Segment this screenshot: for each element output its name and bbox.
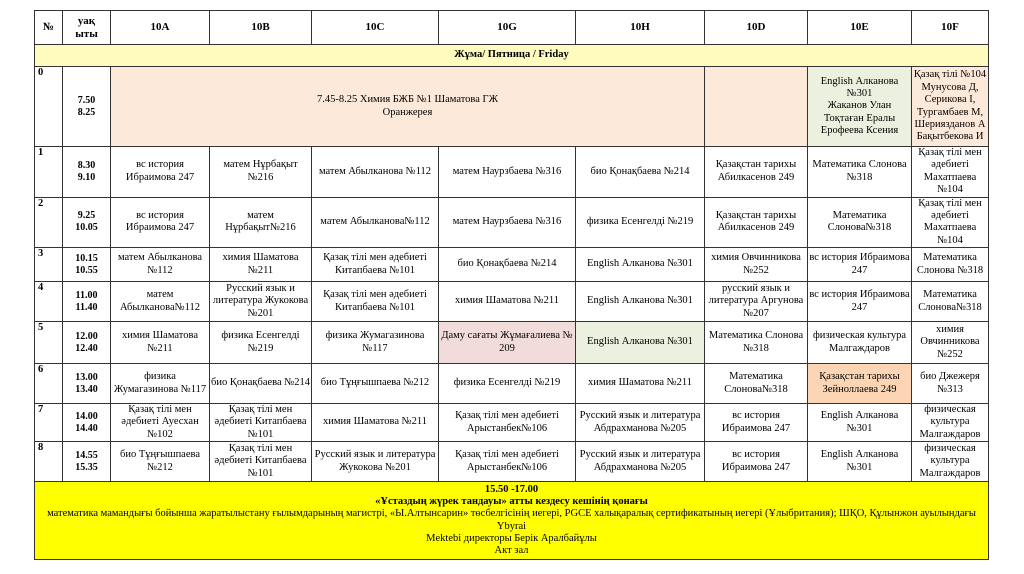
lesson-cell-10c: био Тұңғышпаева №212 xyxy=(312,364,439,404)
col-header-10c: 10C xyxy=(312,11,439,45)
lesson-cell-10c: химия Шаматова №211 xyxy=(312,404,439,442)
lesson-cell-10e: вс история Ибраимова 247 xyxy=(808,248,912,282)
time-end: 9.10 xyxy=(77,171,96,183)
col-header-10e: 10E xyxy=(808,11,912,45)
lesson-cell-10d: Математика Слонова№318 xyxy=(705,364,808,404)
time-end: 15.35 xyxy=(75,461,98,473)
col-header-time xyxy=(63,11,111,45)
lesson-cell-10b: физика Есенгелді №219 xyxy=(210,322,312,364)
lesson-cell-10h: Русский язык и литература Абдрахманова №205 xyxy=(576,404,705,442)
time-end: 11.40 xyxy=(75,301,98,313)
lesson-number: 3 xyxy=(35,248,63,282)
group-line: №301 xyxy=(846,87,873,99)
lesson-number: 2 xyxy=(35,197,63,248)
lesson-cell-10c: физика Жумагазинова №117 xyxy=(312,322,439,364)
lesson-cell-10d: русский язык и литература Аргунова №207 xyxy=(705,282,808,322)
lesson-cell-10h: физика Есенгелді №219 xyxy=(576,197,705,248)
lesson-cell-10a: матем Абылканова№112 xyxy=(111,282,210,322)
time-start: 14.00 xyxy=(75,410,98,422)
time-start: 7.50 xyxy=(77,94,96,106)
cell-10e xyxy=(808,67,912,147)
lesson-cell-10c: Русский язык и литература Жукокова №201 xyxy=(312,442,439,482)
lesson-time xyxy=(63,147,111,198)
lesson-number: 0 xyxy=(35,67,63,147)
group-line: Ерофеева Ксения xyxy=(820,125,899,137)
time-end: 14.40 xyxy=(75,422,98,434)
time-end: 13.40 xyxy=(75,383,98,395)
event-description: математика мамандығы бойынша жаратылыстану ғылымдарының магистрі, «Ы.Алтынсарин» төсбелгісінің иегері, PGCE халықаралық сертификатының иегері (Ұлыбритания); ШҚО, Құлынжон ауылындағы Ybyrai xyxy=(47,508,976,532)
lesson-cell-10e: физическая культура Малгаждаров xyxy=(808,322,912,364)
lesson-cell-10g: физика Есенгелді №219 xyxy=(439,364,576,404)
day-title: Жұма/ Пятница / Friday xyxy=(35,45,989,67)
time-start: 9.25 xyxy=(77,210,96,222)
lesson-row-1 xyxy=(35,147,989,198)
lesson-cell-10d: Математика Слонова №318 xyxy=(705,322,808,364)
lesson-cell-10d: Қазақстан тарихы Абилкасенов 249 xyxy=(705,197,808,248)
group-line: English Алканова xyxy=(820,75,899,87)
lesson-cell-10f: Математика Слонова№318 xyxy=(912,282,989,322)
merged-lesson-cell xyxy=(111,67,705,147)
lesson-cell-10f: физическая культура Малгаждаров xyxy=(912,442,989,482)
lesson-time xyxy=(63,197,111,248)
lesson-cell-10e: вс история Ибраимова 247 xyxy=(808,282,912,322)
lesson-row-5 xyxy=(35,322,989,364)
lesson-number: 5 xyxy=(35,322,63,364)
lesson-cell-10h: English Алканова №301 xyxy=(576,322,705,364)
lesson-time xyxy=(63,67,111,147)
lesson-cell-10a: химия Шаматова №211 xyxy=(111,322,210,364)
empty-cell-10d xyxy=(705,67,808,147)
lesson-row-8 xyxy=(35,442,989,482)
lesson-row-2 xyxy=(35,197,989,248)
lesson-time xyxy=(63,248,111,282)
lesson-cell-10h: химия Шаматова №211 xyxy=(576,364,705,404)
col-header-10g: 10G xyxy=(439,11,576,45)
lesson-cell-10f: физическая культура Малгаждаров xyxy=(912,404,989,442)
lesson-cell-10h: English Алканова №301 xyxy=(576,282,705,322)
col-header-num: № xyxy=(35,11,63,45)
timetable xyxy=(34,10,989,560)
event-footer xyxy=(35,482,989,560)
lesson-time xyxy=(63,442,111,482)
time-start: 13.00 xyxy=(75,371,98,383)
lesson-cell-10f: Қазақ тілі мен әдебиеті Махатпаева №104 xyxy=(912,197,989,248)
lesson-cell-10h: English Алканова №301 xyxy=(576,248,705,282)
lesson-cell-10e: English Алканова №301 xyxy=(808,442,912,482)
lesson-cell-10d: химия Овчинникова №252 xyxy=(705,248,808,282)
event-time: 15.50 -17.00 xyxy=(484,483,539,495)
lesson-row-6 xyxy=(35,364,989,404)
time-end: 12.40 xyxy=(75,342,98,354)
lesson-cell-10b: Қазақ тілі мен әдебиеті Китапбаева №101 xyxy=(210,404,312,442)
lesson-cell-10h: Русский язык и литература Абдрахманова №205 xyxy=(576,442,705,482)
lesson-cell-10e: Математика Слонова№318 xyxy=(808,197,912,248)
group-line: Бақытбекова И xyxy=(916,131,984,143)
lesson-number: 1 xyxy=(35,147,63,198)
lesson-cell-10b: Қазақ тілі мен әдебиеті Китапбаева №101 xyxy=(210,442,312,482)
lesson-time xyxy=(63,364,111,404)
lesson-cell-10c: Қазақ тілі мен әдебиеті Китапбаева №101 xyxy=(312,282,439,322)
time-start: 8.30 xyxy=(77,159,96,171)
lesson-number: 8 xyxy=(35,442,63,482)
lesson-cell-10a: матем Абылканова №112 xyxy=(111,248,210,282)
time-header-line: ыты xyxy=(75,27,98,40)
col-header-10b: 10B xyxy=(210,11,312,45)
header-row xyxy=(35,11,989,45)
lesson-time xyxy=(63,322,111,364)
group-line: Тоқтаған Ералы xyxy=(823,112,896,124)
group-line: Жаканов Улан xyxy=(827,100,892,112)
event-place: Акт зал xyxy=(494,545,529,557)
lesson-cell-10b: матем Нұрбақыт №216 xyxy=(210,147,312,198)
time-header-line: уақ xyxy=(77,14,96,27)
footer-row xyxy=(35,482,989,560)
lesson-cell-10f: химия Овчинникова №252 xyxy=(912,322,989,364)
col-header-10d: 10D xyxy=(705,11,808,45)
lesson-cell-10d: Қазақстан тарихы Абилкасенов 249 xyxy=(705,147,808,198)
group-line: Қазақ тілі №104 xyxy=(913,69,987,81)
col-header-10h: 10H xyxy=(576,11,705,45)
lesson-cell-10g: Қазақ тілі мен әдебиеті Арыстанбек№106 xyxy=(439,442,576,482)
cell-10f xyxy=(912,67,989,147)
lesson-cell-10b: био Қонақбаева №214 xyxy=(210,364,312,404)
lesson-cell-10c: матем Абылканова №112 xyxy=(312,147,439,198)
lesson-cell-10e: Қазақстан тарихы Зейноллаева 249 xyxy=(808,364,912,404)
lesson-cell-10b: Русский язык и литература Жукокова №201 xyxy=(210,282,312,322)
lesson-cell-10h: био Қонақбаева №214 xyxy=(576,147,705,198)
lesson-cell-10b: химия Шаматова №211 xyxy=(210,248,312,282)
group-line: Шериязданов А xyxy=(914,118,986,130)
time-end: 10.05 xyxy=(75,222,98,234)
lesson-cell-10a: физика Жумагазинова №117 xyxy=(111,364,210,404)
group-line: Тургамбаев М, xyxy=(916,106,984,118)
lesson-cell-10f: Математика Слонова №318 xyxy=(912,248,989,282)
time-start: 12.00 xyxy=(75,330,98,342)
lesson-cell-10a: био Тұңғышпаева №212 xyxy=(111,442,210,482)
lesson-cell-10f: Қазақ тілі мен әдебиеті Махатпаева №104 xyxy=(912,147,989,198)
group-line: Серикова І, xyxy=(924,94,976,106)
lesson-cell-10d: вс история Ибраимова 247 xyxy=(705,404,808,442)
lesson-cell-10f: био Джежеря №313 xyxy=(912,364,989,404)
time-end: 8.25 xyxy=(77,106,96,118)
event-description-cont: Mektebi директоры Берік Аралбайұлы xyxy=(426,533,597,544)
time-start: 14.55 xyxy=(75,449,98,461)
lesson-cell-10g: матем Наурзбаева №316 xyxy=(439,197,576,248)
lesson-cell-10g: матем Наурзбаева №316 xyxy=(439,147,576,198)
col-header-10a: 10A xyxy=(111,11,210,45)
lesson-cell-10c: Қазақ тілі мен әдебиеті Китапбаева №101 xyxy=(312,248,439,282)
lesson-cell-10b: матем Нұрбақыт№216 xyxy=(210,197,312,248)
lesson-time xyxy=(63,282,111,322)
event-title: «Ұстаздың жүрек тандауы» атты кездесу кешінің қонағы xyxy=(375,495,648,507)
lesson-cell-10g: химия Шаматова №211 xyxy=(439,282,576,322)
day-row xyxy=(35,45,989,67)
lesson-cell-10g: Даму сағаты Жұмағалиева № 209 xyxy=(439,322,576,364)
time-start: 11.00 xyxy=(75,289,98,301)
lesson-cell-10e: English Алканова №301 xyxy=(808,404,912,442)
col-header-10f: 10F xyxy=(912,11,989,45)
time-end: 10.55 xyxy=(75,264,98,276)
time-start: 10.15 xyxy=(75,252,98,264)
lesson-time xyxy=(63,404,111,442)
lesson-number: 4 xyxy=(35,282,63,322)
lesson-row-7 xyxy=(35,404,989,442)
lesson-cell-10g: Қазақ тілі мен әдебиеті Арыстанбек№106 xyxy=(439,404,576,442)
lesson-cell-10g: био Қонақбаева №214 xyxy=(439,248,576,282)
lesson-row-3 xyxy=(35,248,989,282)
merged-lesson-line: 7.45-8.25 Химия БЖБ №1 Шаматова ГЖ xyxy=(316,94,498,106)
lesson-cell-10c: матем Абылканова№112 xyxy=(312,197,439,248)
lesson-cell-10a: вс история Ибраимова 247 xyxy=(111,147,210,198)
lesson-row-0 xyxy=(35,67,989,147)
group-line: Мунусова Д, xyxy=(921,81,979,93)
lesson-cell-10e: Математика Слонова №318 xyxy=(808,147,912,198)
lesson-number: 7 xyxy=(35,404,63,442)
lesson-row-4 xyxy=(35,282,989,322)
lesson-number: 6 xyxy=(35,364,63,404)
merged-lesson-line: Оранжерея xyxy=(382,106,433,118)
lesson-cell-10d: вс история Ибраимова 247 xyxy=(705,442,808,482)
lesson-cell-10a: вс история Ибраимова 247 xyxy=(111,197,210,248)
lesson-cell-10a: Қазақ тілі мен әдебиеті Ауесхан №102 xyxy=(111,404,210,442)
